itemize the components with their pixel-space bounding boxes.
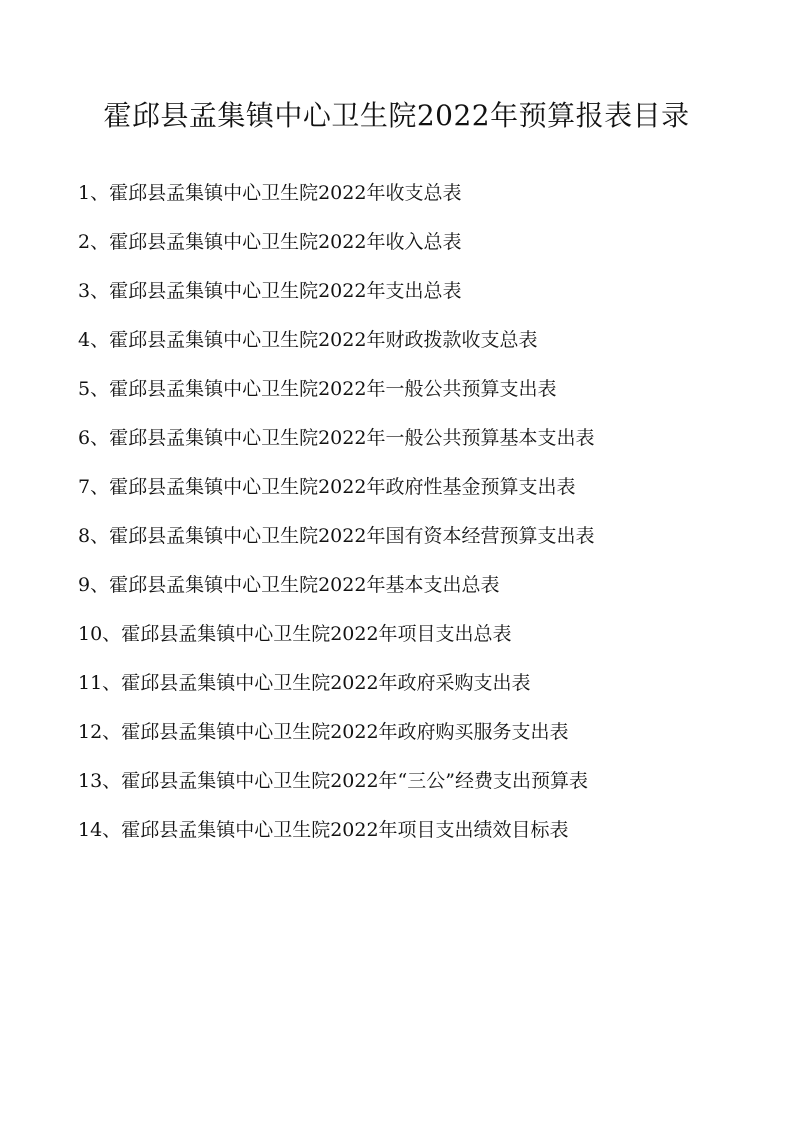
toc-item-9: [78, 568, 594, 617]
toc-item-text: 霍邱县孟集镇中心卫生院2022年一般公共预算基本支出表: [109, 427, 595, 449]
table-of-contents: [78, 176, 594, 862]
toc-item-2: [78, 225, 594, 274]
toc-item-text: 霍邱县孟集镇中心卫生院2022年“三公”经费支出预算表: [121, 770, 588, 792]
toc-item-number: 10、: [78, 623, 122, 645]
toc-item-number: 12、: [78, 721, 122, 743]
toc-item-14: [78, 813, 594, 862]
toc-item-number: 14、: [78, 819, 122, 841]
toc-item-text: 霍邱县孟集镇中心卫生院2022年财政拨款收支总表: [109, 329, 538, 351]
toc-item-text: 霍邱县孟集镇中心卫生院2022年支出总表: [109, 280, 462, 302]
toc-item-number: 7、: [78, 476, 110, 498]
page-title: 霍邱县孟集镇中心卫生院2022年预算报表目录: [103, 99, 690, 132]
toc-item-number: 8、: [78, 525, 110, 547]
toc-item-number: 11、: [78, 672, 122, 694]
toc-item-text: 霍邱县孟集镇中心卫生院2022年政府采购支出表: [121, 672, 531, 694]
toc-item-number: 13、: [78, 770, 122, 792]
toc-item-text: 霍邱县孟集镇中心卫生院2022年基本支出总表: [109, 574, 500, 596]
toc-item-text: 霍邱县孟集镇中心卫生院2022年收支总表: [109, 182, 462, 204]
toc-item-13: [78, 764, 594, 813]
toc-item-number: 4、: [78, 329, 110, 351]
toc-item-number: 6、: [78, 427, 110, 449]
toc-item-11: [78, 666, 594, 715]
toc-item-text: 霍邱县孟集镇中心卫生院2022年收入总表: [109, 231, 462, 253]
toc-item-8: [78, 519, 594, 568]
toc-item-12: [78, 715, 594, 764]
toc-item-number: 9、: [78, 574, 110, 596]
toc-item-text: 霍邱县孟集镇中心卫生院2022年政府性基金预算支出表: [109, 476, 576, 498]
toc-item-text: 霍邱县孟集镇中心卫生院2022年政府购买服务支出表: [121, 721, 569, 743]
toc-item-number: 5、: [78, 378, 110, 400]
toc-item-text: 霍邱县孟集镇中心卫生院2022年国有资本经营预算支出表: [109, 525, 595, 547]
toc-item-7: [78, 470, 594, 519]
toc-item-number: 1、: [78, 182, 110, 204]
toc-item-4: [78, 323, 594, 372]
toc-item-3: [78, 274, 594, 323]
toc-item-number: 2、: [78, 231, 110, 253]
toc-item-number: 3、: [78, 280, 110, 302]
toc-item-text: 霍邱县孟集镇中心卫生院2022年项目支出绩效目标表: [121, 819, 569, 841]
toc-item-10: [78, 617, 594, 666]
toc-item-text: 霍邱县孟集镇中心卫生院2022年一般公共预算支出表: [109, 378, 557, 400]
toc-item-5: [78, 372, 594, 421]
toc-item-1: [78, 176, 594, 225]
toc-item-6: [78, 421, 594, 470]
toc-item-text: 霍邱县孟集镇中心卫生院2022年项目支出总表: [121, 623, 512, 645]
